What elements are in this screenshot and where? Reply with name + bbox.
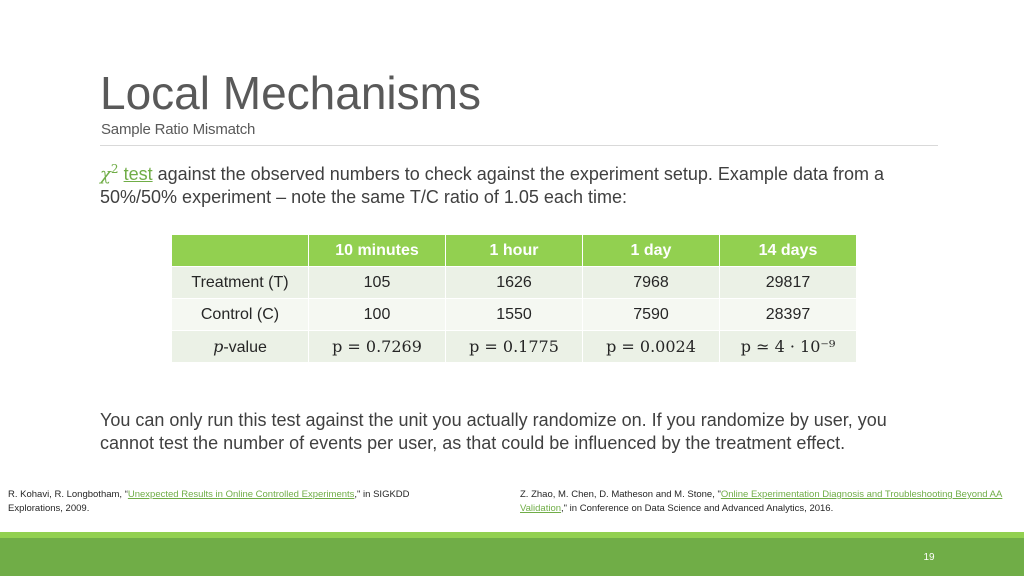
table-cell: 100 xyxy=(309,299,446,331)
pvalue-cell: p = 0.7269 xyxy=(309,331,446,363)
reference-link-zhao[interactable]: Online Experimentation Diagnosis and Troubleshooting Beyond AA Validation xyxy=(520,489,1003,514)
pvalue-cell: p = 0.0024 xyxy=(583,331,720,363)
chi-squared-symbol: $\chi^2$ xyxy=(100,162,119,185)
reference-left: R. Kohavi, R. Longbotham, “Unexpected Results in Online Controlled Experiments," in SIGKDD Explorations, 2009. xyxy=(8,489,410,514)
table-header-cell: 1 hour xyxy=(446,235,583,267)
table-cell: 28397 xyxy=(720,299,857,331)
row-label: p-value xyxy=(172,331,309,363)
note-paragraph: You can only run this test against the unit you actually randomize on. If you randomize by user, you cannot test the number of events per user, as that could be influenced by the treatment effect. xyxy=(100,410,887,453)
table-row-treatment xyxy=(172,267,857,299)
table-row-pvalue xyxy=(172,331,857,363)
intro-paragraph xyxy=(100,158,930,209)
table-cell: 1550 xyxy=(446,299,583,331)
chi-squared-test-link[interactable]: test xyxy=(123,164,153,184)
footer-bar xyxy=(0,538,1024,576)
row-label: Treatment (T) xyxy=(172,267,309,299)
table-cell: 7968 xyxy=(583,267,720,299)
table-cell: 29817 xyxy=(720,267,857,299)
reference-link-kohavi[interactable]: Unexpected Results in Online Controlled Experiments xyxy=(127,489,355,500)
table-header-cell xyxy=(172,235,309,267)
slide-subtitle: Sample Ratio Mismatch xyxy=(101,121,256,138)
reference-right: Z. Zhao, M. Chen, D. Matheson and M. Stone, "Online Experimentation Diagnosis and Troubleshooting Beyond AA Validation," in Conference on Data Science and Advanced Analytics, 2016. xyxy=(520,489,1003,514)
pvalue-cell: p = 0.1775 xyxy=(446,331,583,363)
row-label: Control (C) xyxy=(172,299,309,331)
slide-title: Local Mechanisms xyxy=(100,67,481,119)
table-header-cell: 10 minutes xyxy=(309,235,446,267)
table-header-cell: 1 day xyxy=(583,235,720,267)
intro-text: against the observed numbers to check against the experiment setup. Example data from a 50%/50% experiment – note the same T/C ratio of 1.05 each time: xyxy=(100,164,885,207)
srm-data-table xyxy=(171,234,857,363)
pvalue-cell: p ≃ 4 · 10⁻⁹ xyxy=(720,331,857,363)
table-cell: 105 xyxy=(309,267,446,299)
table-header-row xyxy=(172,235,857,267)
table-cell: 1626 xyxy=(446,267,583,299)
table-header-cell: 14 days xyxy=(720,235,857,267)
title-divider xyxy=(100,145,938,146)
page-number: 19 xyxy=(923,552,935,563)
table-cell: 7590 xyxy=(583,299,720,331)
table-row-control xyxy=(172,299,857,331)
